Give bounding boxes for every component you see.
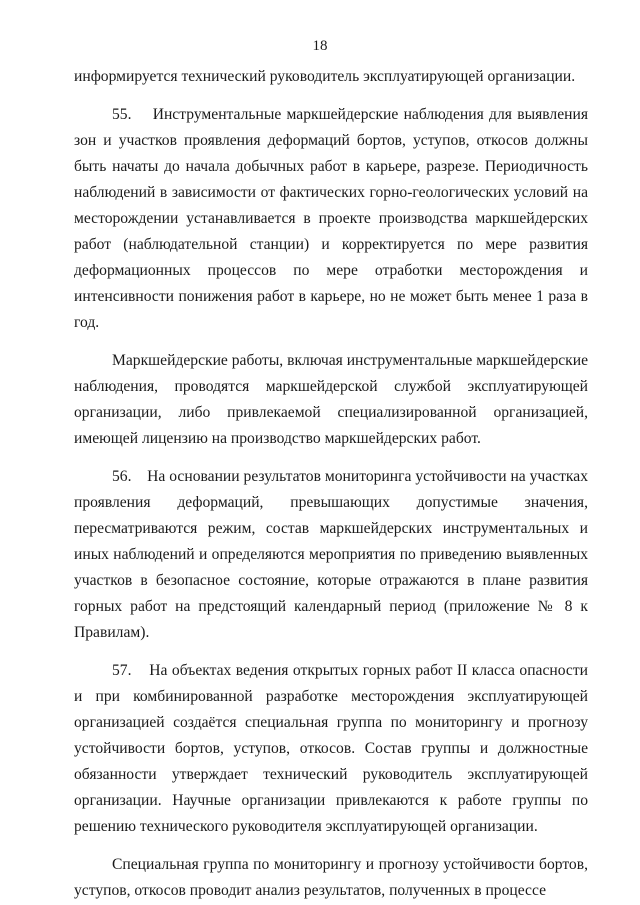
paragraph-55-survey-works: Маркшейдерские работы, включая инструментальные маркшейдерские наблюдения, проводятся маркшейдерской службой эксплуатирующей организации, либо привлекаемой специализированной организацией, имеющей лицензию на производство маркшейдерских работ. — [74, 352, 588, 447]
paragraph-55: 55. Инструментальные маркшейдерские наблюдения для выявления зон и участков проявления деформаций бортов, уступов, откосов должны быть начаты до начала добычных работ в карьере, разрезе. Периодичность наблюдений в зависимости от фактических горно-геологических условий на месторождении устанавливается в проекте производства маркшейдерских работ (наблюдательной станции) и корректируется по мере развития деформационных процессов по мере отработки месторождения и интенсивности понижения работ в карьере, но не может быть менее 1 раза в год. — [74, 106, 588, 331]
document-body — [74, 64, 588, 904]
paragraph-continuation: информируется технический руководитель эксплуатирующей организации. — [74, 68, 576, 85]
paragraph-57-special-group: Специальная группа по мониторингу и прогнозу устойчивости бортов, уступов, откосов проводит анализ результатов, полученных в процессе — [74, 856, 588, 899]
paragraph-56: 56. На основании результатов мониторинга устойчивости на участках проявления деформаций, превышающих допустимые значения, пересматриваются режим, состав маркшейдерских инструментальных и иных наблюдений и определяются мероприятия по приведению выявленных участков в безопасное состояние, которые отражаются в плане развития горных работ на предстоящий календарный период (приложение № 8 к Правилам). — [74, 468, 588, 641]
paragraph-57: 57. На объектах ведения открытых горных работ II класса опасности и при комбинированной разработке месторождения эксплуатирующей организацией создаётся специальная группа по мониторингу и прогнозу устойчивости бортов, уступов, откосов. Состав группы и должностные обязанности утверждает технический руководитель эксплуатирующей организации. Научные организации привлекаются к работе группы по решению технического руководителя эксплуатирующей организации. — [74, 662, 588, 835]
page-number: 18 — [312, 38, 328, 54]
